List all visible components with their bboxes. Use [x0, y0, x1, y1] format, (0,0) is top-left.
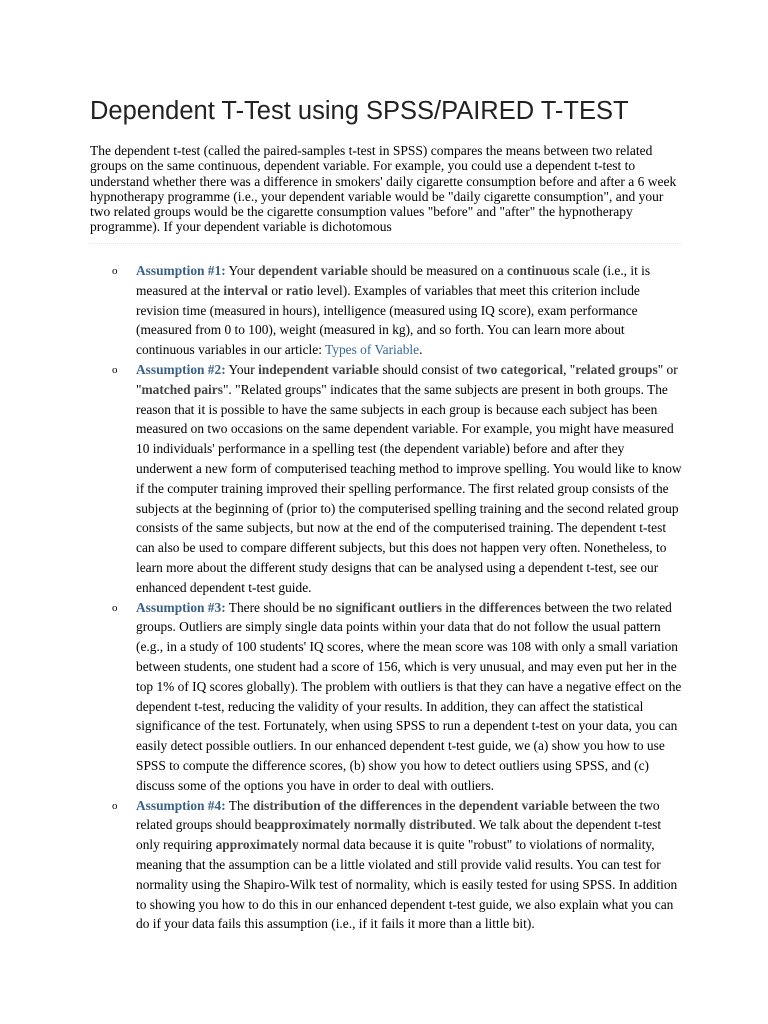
keyword: matched pairs [141, 381, 223, 397]
assumption-1: o Assumption #1: Your dependent variable should be measured on a continuous scale (i.e., it is measured at the interval or ratio level). Examples of variables that meet this criterion include revision time (measured in hours), intelligence (measured using IQ score), exam performance (measured from 0 to 100), weight (measured in kg), and so forth. You can learn more about continuous variables in our article: Types of Variable. [112, 263, 651, 358]
keyword: no significant outliers [318, 599, 442, 615]
keyword: two categorical [476, 361, 564, 377]
types-of-variable-link[interactable]: Types of Variable [325, 342, 420, 358]
keyword: differences [478, 599, 541, 615]
assumption-4: o Assumption #4: The distribution of the differences in the dependent variable between the two related groups should beapproximately normally distributed. We talk about the dependent t-test only requiring approximately normal data because it is quite "robust" to violations of normality, meaning that the assumption can be a little violated and still provide valid results. You can test for normality using the Shapiro-Wilk test of normality, which is easily tested for using SPSS. In addition to showing you how to do this in our enhanced dependent t-test guide, we also explain what you can do if your data fails this assumption (i.e., if it fails it more than a little bit). [112, 797, 678, 932]
assumption-3-label: Assumption #3: [136, 599, 226, 615]
keyword: independent variable [258, 361, 379, 377]
assumption-4-label: Assumption #4: [136, 797, 226, 813]
section-divider [90, 243, 682, 244]
keyword: continuous [506, 263, 570, 278]
intro-paragraph: The dependent t-test (called the paired-samples t-test in SPSS) compares the means between two related groups on the same continuous, dependent variable. For example, you could use a dependent t-test to understand whether there was a difference in smokers' daily cigarette consumption before and after a 6 week hypnotherapy programme (i.e., your dependent variable would be "daily cigarette consumption", and your two related groups would be the cigarette consumption values "before" and "after" the hypnotherapy programme). If your dependent variable is dichotomous [90, 143, 677, 235]
assumption-3: o Assumption #3: There should be no significant outliers in the differences between the two related groups. Outliers are simply single data points within your data that do not follow the usual pattern (e.g., in a study of 100 students' IQ scores, where the mean score was 108 with only a small variation between students, one student had a score of 156, which is very unusual, and may even put her in the top 1% of IQ scores globally). The problem with outliers is that they can have a negative effect on the dependent t-test, reducing the validity of your results. In addition, they can affect the statistical significance of the test. Fortunately, when using SPSS to run a dependent t-test on your data, you can easily detect possible outliers. In our enhanced dependent t-test guide, we (a) show you how to use SPSS to compute the difference scores, (b) show you how to detect outliers using SPSS, and (c) discuss some of the options you have in order to deal with outliers. [112, 599, 682, 793]
keyword: approximately [215, 837, 299, 853]
assumption-2-label: Assumption #2: [136, 361, 226, 377]
bullet-circle-icon: o [112, 363, 118, 376]
page-title: Dependent T-Test using SPSS/PAIRED T-TEST [90, 97, 629, 125]
bullet-circle-icon: o [112, 265, 118, 277]
assumption-2: o Assumption #2: Your independent variable should consist of two categorical, "related groups" or "matched pairs". "Related groups" indicates that the same subjects are present in both groups. The reason that it is possible to have the same subjects in each group is because each subject has been measured on two occasions on the same dependent variable. For example, you might have measured 10 individuals' performance in a spelling test (the dependent variable) before and after they underwent a new form of computerised teaching method to improve spelling. You would like to know if the computer training improved their spelling performance. The first related group consists of the subjects at the beginning of (prior to) the computerised spelling training and the second related group consists of the same subjects, but now at the end of the computerised training. The dependent t-test can also be used to compare different subjects, but this does not happen very often. Nonetheless, to learn more about the different study designs that can be analysed using a dependent t-test, see our enhanced dependent t-test guide. [112, 361, 682, 595]
keyword: related groups [575, 361, 658, 377]
keyword: interval [223, 282, 268, 298]
keyword: ratio [285, 282, 314, 298]
bullet-circle-icon: o [112, 601, 118, 614]
keyword: dependent variable [458, 797, 569, 813]
bullet-circle-icon: o [112, 799, 118, 812]
keyword: distribution of the differences [252, 797, 422, 813]
assumptions-list [0, 261, 768, 934]
keyword: dependent variable [258, 263, 368, 278]
keyword: approximately normally distributed [267, 817, 473, 833]
assumption-1-label: Assumption #1: [136, 263, 226, 278]
